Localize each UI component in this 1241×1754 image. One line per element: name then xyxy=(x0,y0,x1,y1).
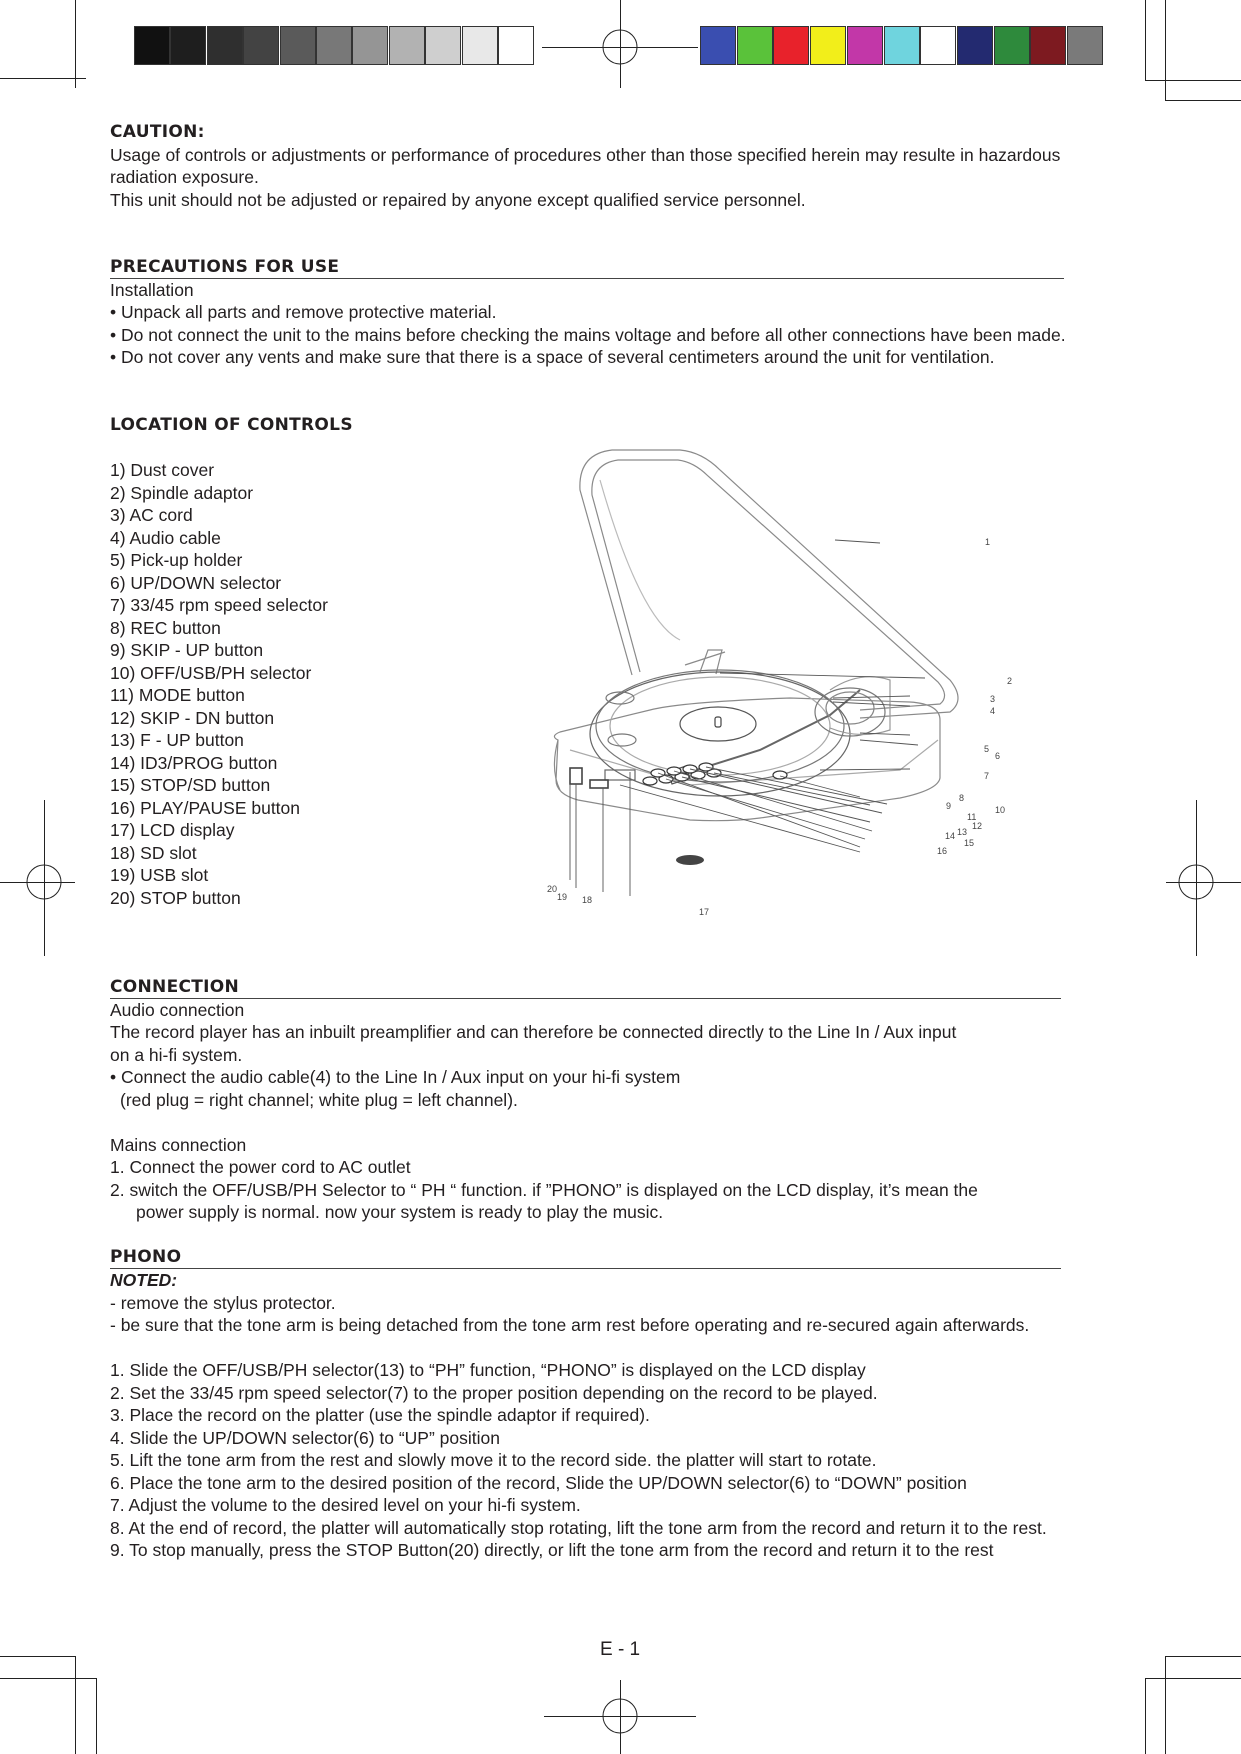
phono-step: 6. Place the tone arm to the desired position of the record, Slide the UP/DOWN selector(6) to “DOWN” position xyxy=(110,1472,967,1493)
phono-step: 9. To stop manually, press the STOP Button(20) directly, or lift the tone arm from the record and return it to the rest xyxy=(110,1540,994,1560)
phono-step: 4. Slide the UP/DOWN selector(6) to “UP” position xyxy=(110,1427,500,1448)
phono-note: - be sure that the tone arm is being detached from the tone arm rest before operating and re-secured again afterwards. xyxy=(110,1315,1030,1335)
turntable-diagram xyxy=(530,440,1030,920)
gray-swatch xyxy=(243,26,279,65)
connection-text: on a hi-fi system. xyxy=(110,1045,243,1065)
gray-swatch xyxy=(316,26,352,65)
caution-text: This unit should not be adjusted or repaired by anyone except qualified service personnel. xyxy=(110,190,806,210)
connection-title: CONNECTION xyxy=(110,977,240,997)
precautions-title: PRECAUTIONS FOR USE xyxy=(110,257,340,277)
color-swatch xyxy=(994,26,1030,65)
connection-text: The record player has an inbuilt preamplifier and can therefore be connected directly to the Line In / Aux input xyxy=(110,1022,957,1042)
color-swatch xyxy=(920,26,956,65)
control-item: 3) AC cord xyxy=(110,505,193,525)
connection-text: (red plug = right channel; white plug = left channel). xyxy=(120,1090,518,1110)
control-item: 17) LCD display xyxy=(110,820,235,840)
control-item: 9) SKIP - UP button xyxy=(110,640,264,660)
control-item: 20) STOP button xyxy=(110,887,241,908)
control-item: 7) 33/45 rpm speed selector xyxy=(110,595,328,615)
section-rule xyxy=(110,278,1064,279)
caution-text: radiation exposure. xyxy=(110,167,259,187)
precaution-item: • Do not cover any vents and make sure that there is a space of several centimeters around the unit for ventilation. xyxy=(110,347,995,367)
gray-swatch xyxy=(134,26,170,65)
phono-title: PHONO xyxy=(110,1247,182,1267)
connection-text: • Connect the audio cable(4) to the Line In / Aux input on your hi-fi system xyxy=(110,1067,681,1087)
phono-step: 1. Slide the OFF/USB/PH selector(13) to “PH” function, “PHONO” is displayed on the LCD display xyxy=(110,1360,866,1380)
gray-swatch xyxy=(207,26,243,65)
gray-swatch xyxy=(425,26,461,65)
color-swatch xyxy=(847,26,883,65)
record-label xyxy=(680,707,756,741)
control-item: 13) F - UP button xyxy=(110,730,244,750)
color-swatch xyxy=(1030,26,1066,65)
callout-number: 8 xyxy=(959,793,965,803)
callout-number: 17 xyxy=(699,907,710,917)
callout-number: 3 xyxy=(990,694,996,704)
caution-text: Usage of controls or adjustments or performance of procedures other than those specified herein may resulte in hazardous xyxy=(110,145,1061,165)
gray-swatch xyxy=(280,26,316,65)
connection-text: 2. switch the OFF/USB/PH Selector to “ PH “ function. if ”PHONO” is displayed on the LCD display, it’s mean the xyxy=(110,1180,978,1200)
callout-number: 15 xyxy=(964,838,975,848)
callout-number: 20 xyxy=(547,884,558,894)
callout-number: 1 xyxy=(985,537,991,547)
connection-text: 1. Connect the power cord to AC outlet xyxy=(110,1157,411,1177)
section-rule xyxy=(110,998,1061,999)
section-rule xyxy=(110,1268,1061,1269)
phono-step: 8. At the end of record, the platter will automatically stop rotating, lift the tone arm from the record and return it to the rest. xyxy=(110,1517,1047,1538)
control-item: 1) Dust cover xyxy=(110,460,215,480)
control-item: 11) MODE button xyxy=(110,685,245,705)
gray-swatch xyxy=(462,26,498,65)
phono-note: - remove the stylus protector. xyxy=(110,1293,336,1313)
callout-number: 16 xyxy=(937,846,948,856)
gray-swatch xyxy=(352,26,388,65)
color-swatch xyxy=(700,26,736,65)
callout-number: 12 xyxy=(972,821,983,831)
platter xyxy=(590,672,850,796)
control-item: 2) Spindle adaptor xyxy=(110,482,254,503)
precaution-item: • Unpack all parts and remove protective material. xyxy=(110,302,497,322)
callout-number: 6 xyxy=(995,751,1001,761)
color-swatch xyxy=(884,26,920,65)
callout-number: 9 xyxy=(946,801,952,811)
control-item: 6) UP/DOWN selector xyxy=(110,572,282,593)
callout-number: 14 xyxy=(945,831,956,841)
control-item: 10) OFF/USB/PH selector xyxy=(110,662,312,683)
color-swatch xyxy=(1067,26,1103,65)
gray-swatch xyxy=(389,26,425,65)
gray-swatch xyxy=(498,26,534,65)
noted-label: NOTED: xyxy=(110,1270,178,1290)
color-swatch xyxy=(773,26,809,65)
callout-number: 13 xyxy=(957,827,968,837)
color-swatch xyxy=(810,26,846,65)
phono-step: 5. Lift the tone arm from the rest and slowly move it to the record side. the platter will start to rotate. xyxy=(110,1450,877,1470)
control-item: 4) Audio cable xyxy=(110,527,221,548)
control-item: 16) PLAY/PAUSE button xyxy=(110,797,301,818)
callout-number: 5 xyxy=(984,744,990,754)
color-swatch xyxy=(737,26,773,65)
phono-step: 2. Set the 33/45 rpm speed selector(7) to the proper position depending on the record to be played. xyxy=(110,1382,878,1403)
precaution-item: • Do not connect the unit to the mains before checking the mains voltage and before all other connections have been made. xyxy=(110,325,1066,345)
audio-connection-title: Audio connection xyxy=(110,1000,245,1020)
callout-number: 19 xyxy=(557,892,568,902)
callout-number: 18 xyxy=(582,895,593,905)
phono-step: 7. Adjust the volume to the desired level on your hi-fi system. xyxy=(110,1495,581,1515)
control-item: 19) USB slot xyxy=(110,865,209,885)
connection-text: power supply is normal. now your system is ready to play the music. xyxy=(136,1202,664,1222)
gray-swatch xyxy=(170,26,206,65)
color-swatch xyxy=(957,26,993,65)
precautions-subtitle: Installation xyxy=(110,280,194,300)
callout-number: 4 xyxy=(990,706,996,716)
control-item: 12) SKIP - DN button xyxy=(110,707,275,728)
control-item: 18) SD slot xyxy=(110,842,197,863)
controls-title: LOCATION OF CONTROLS xyxy=(110,415,353,435)
callout-number: 7 xyxy=(984,771,990,781)
page-number: E - 1 xyxy=(600,1639,641,1660)
phono-step: 3. Place the record on the platter (use the spindle adaptor if required). xyxy=(110,1405,650,1425)
callout-number: 2 xyxy=(1007,676,1013,686)
mains-connection-title: Mains connection xyxy=(110,1135,247,1155)
control-item: 15) STOP/SD button xyxy=(110,775,271,795)
control-item: 5) Pick-up holder xyxy=(110,550,243,570)
control-item: 8) REC button xyxy=(110,617,221,638)
callout-number: 11 xyxy=(967,812,977,822)
callout-number: 10 xyxy=(995,805,1006,815)
caution-title: CAUTION: xyxy=(110,122,205,142)
control-item: 14) ID3/PROG button xyxy=(110,752,278,773)
